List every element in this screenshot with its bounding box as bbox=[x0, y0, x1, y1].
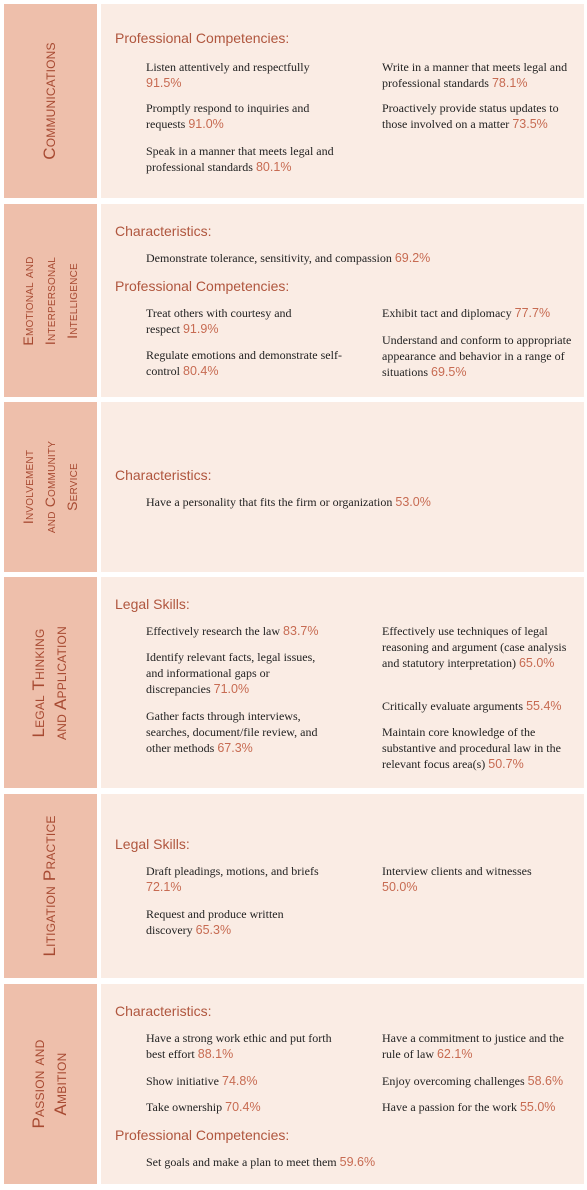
section-title-line: Service bbox=[64, 463, 80, 511]
item-percentage: 72.1% bbox=[146, 880, 182, 894]
list-item bbox=[146, 250, 476, 266]
list-item bbox=[146, 305, 321, 337]
item-text: Effectively research the law bbox=[146, 624, 281, 638]
section-content bbox=[101, 204, 584, 397]
section-title-line: and Community bbox=[42, 440, 58, 534]
item-text: Enjoy overcoming challenges bbox=[382, 1074, 525, 1088]
section-passion bbox=[4, 984, 584, 1184]
item-text: Show initiative bbox=[146, 1074, 219, 1088]
list-item bbox=[146, 1030, 336, 1062]
list-item bbox=[382, 863, 578, 895]
section-title bbox=[39, 815, 61, 956]
section-sidebar bbox=[4, 984, 97, 1184]
item-percentage: 65.3% bbox=[195, 923, 232, 937]
list-item bbox=[146, 708, 331, 756]
section-sidebar bbox=[4, 402, 97, 572]
item-percentage: 50.0% bbox=[382, 880, 418, 894]
list-item bbox=[146, 906, 306, 938]
section-content bbox=[101, 577, 584, 788]
item-percentage: 69.5% bbox=[431, 365, 467, 379]
item-percentage: 65.0% bbox=[518, 656, 555, 670]
item-text: Proactively provide status updates to those involved on a matter bbox=[382, 101, 559, 131]
item-percentage: 53.0% bbox=[395, 495, 431, 509]
list-item bbox=[382, 698, 578, 714]
item-percentage: 83.7% bbox=[283, 624, 319, 638]
item-percentage: 50.7% bbox=[488, 757, 524, 771]
section-litigation bbox=[4, 794, 584, 978]
section-title bbox=[39, 42, 61, 160]
list-item bbox=[146, 649, 321, 697]
list-item bbox=[146, 143, 341, 175]
item-text: Regulate emotions and demonstrate self-control bbox=[146, 348, 342, 378]
item-percentage: 71.0% bbox=[213, 682, 250, 696]
item-percentage: 80.1% bbox=[255, 160, 292, 174]
item-percentage: 74.8% bbox=[222, 1074, 258, 1088]
item-text: Maintain core knowledge of the substantive and procedural law in the relevant focus area(s) bbox=[382, 725, 561, 771]
section-communications bbox=[4, 4, 584, 198]
section-title bbox=[28, 1040, 72, 1129]
item-text: Promptly respond to inquiries and requests bbox=[146, 101, 310, 131]
section-sidebar bbox=[4, 577, 97, 788]
item-percentage: 80.4% bbox=[183, 364, 219, 378]
section-title-line: Communications bbox=[40, 42, 59, 160]
list-item bbox=[382, 332, 578, 380]
item-percentage: 69.2% bbox=[394, 251, 431, 265]
list-item bbox=[382, 623, 578, 671]
section-content bbox=[101, 4, 584, 198]
section-content bbox=[101, 984, 584, 1184]
section-emotional-intelligence bbox=[4, 204, 584, 397]
section-title bbox=[17, 441, 83, 533]
item-text: Demonstrate tolerance, sensitivity, and compassion bbox=[146, 251, 392, 265]
item-percentage: 91.9% bbox=[182, 322, 219, 336]
section-title-line: and Application bbox=[51, 625, 70, 740]
section-title-line: Passion and bbox=[29, 1039, 48, 1129]
item-text: Effectively use techniques of legal reasoning and argument (case analysis and statutory interpretation) bbox=[382, 624, 567, 670]
list-item bbox=[146, 1099, 346, 1115]
section-content bbox=[101, 794, 584, 978]
item-percentage: 70.4% bbox=[225, 1100, 261, 1114]
section-title-line: Ambition bbox=[51, 1052, 70, 1116]
section-title-line: Litigation Practice bbox=[40, 815, 59, 957]
item-text: Gather facts through interviews, searches, document/file review, and other methods bbox=[146, 709, 318, 755]
section-content bbox=[101, 402, 584, 572]
list-item bbox=[146, 347, 346, 379]
item-percentage: 88.1% bbox=[197, 1047, 234, 1061]
item-text: Speak in a manner that meets legal and professional standards bbox=[146, 144, 334, 174]
list-item bbox=[382, 305, 577, 321]
section-title-line: Interpersonal bbox=[42, 256, 58, 345]
item-percentage: 67.3% bbox=[217, 741, 253, 755]
item-percentage: 78.1% bbox=[491, 76, 528, 90]
item-text: Set goals and make a plan to meet them bbox=[146, 1155, 337, 1169]
section-title bbox=[28, 626, 72, 740]
group-heading: Professional Competencies: bbox=[115, 278, 290, 294]
list-item bbox=[382, 1030, 578, 1062]
item-text: Take ownership bbox=[146, 1100, 223, 1114]
section-title-line: Legal Thinking bbox=[29, 627, 48, 738]
item-percentage: 62.1% bbox=[436, 1047, 473, 1061]
item-percentage: 91.0% bbox=[188, 117, 224, 131]
group-heading: Characteristics: bbox=[115, 1003, 212, 1019]
group-heading: Characteristics: bbox=[115, 467, 212, 483]
list-item bbox=[146, 59, 331, 91]
item-percentage: 59.6% bbox=[339, 1155, 376, 1169]
item-text: Treat others with courtesy and respect bbox=[146, 306, 292, 336]
item-percentage: 91.5% bbox=[146, 76, 182, 90]
list-item bbox=[146, 100, 331, 132]
list-item bbox=[382, 59, 574, 91]
group-heading: Characteristics: bbox=[115, 223, 212, 239]
item-text: Exhibit tact and diplomacy bbox=[382, 306, 512, 320]
list-item bbox=[382, 724, 578, 772]
item-percentage: 55.0% bbox=[519, 1100, 556, 1114]
item-text: Have a strong work ethic and put forth best effort bbox=[146, 1031, 332, 1061]
list-item bbox=[382, 1099, 578, 1115]
section-legal-thinking bbox=[4, 577, 584, 788]
group-heading: Legal Skills: bbox=[115, 836, 190, 852]
item-text: Understand and conform to appropriate appearance and behavior in a range of situations bbox=[382, 333, 572, 379]
group-heading: Professional Competencies: bbox=[115, 1127, 290, 1143]
group-heading: Professional Competencies: bbox=[115, 30, 290, 46]
item-percentage: 55.4% bbox=[526, 699, 562, 713]
section-title-line: Intelligence bbox=[64, 262, 80, 339]
item-text: Have a passion for the work bbox=[382, 1100, 517, 1114]
item-text: Identify relevant facts, legal issues, and informational gaps or discrepancies bbox=[146, 650, 316, 696]
section-sidebar bbox=[4, 204, 97, 397]
section-involvement bbox=[4, 402, 584, 572]
list-item bbox=[146, 863, 336, 895]
section-sidebar bbox=[4, 794, 97, 978]
item-text: Write in a manner that meets legal and professional standards bbox=[382, 60, 568, 90]
list-item bbox=[146, 1073, 346, 1089]
item-text: Draft pleadings, motions, and briefs bbox=[146, 864, 319, 878]
item-percentage: 77.7% bbox=[514, 306, 551, 320]
list-item bbox=[382, 100, 574, 132]
item-text: Request and produce written discovery bbox=[146, 907, 284, 937]
list-item bbox=[146, 623, 346, 639]
item-text: Critically evaluate arguments bbox=[382, 699, 524, 713]
item-text: Have a commitment to justice and the rule of law bbox=[382, 1031, 564, 1061]
section-title-line: Emotional and bbox=[20, 255, 36, 346]
item-percentage: 58.6% bbox=[527, 1074, 564, 1088]
item-percentage: 73.5% bbox=[512, 117, 548, 131]
section-title bbox=[17, 256, 83, 345]
group-heading: Legal Skills: bbox=[115, 596, 190, 612]
list-item bbox=[382, 1073, 578, 1089]
list-item bbox=[146, 494, 526, 510]
item-text: Interview clients and witnesses bbox=[382, 864, 532, 878]
list-item bbox=[146, 1154, 476, 1170]
item-text: Have a personality that fits the firm or organization bbox=[146, 495, 393, 509]
section-sidebar bbox=[4, 4, 97, 198]
item-text: Listen attentively and respectfully bbox=[146, 60, 310, 74]
section-title-line: Involvement bbox=[20, 449, 36, 525]
